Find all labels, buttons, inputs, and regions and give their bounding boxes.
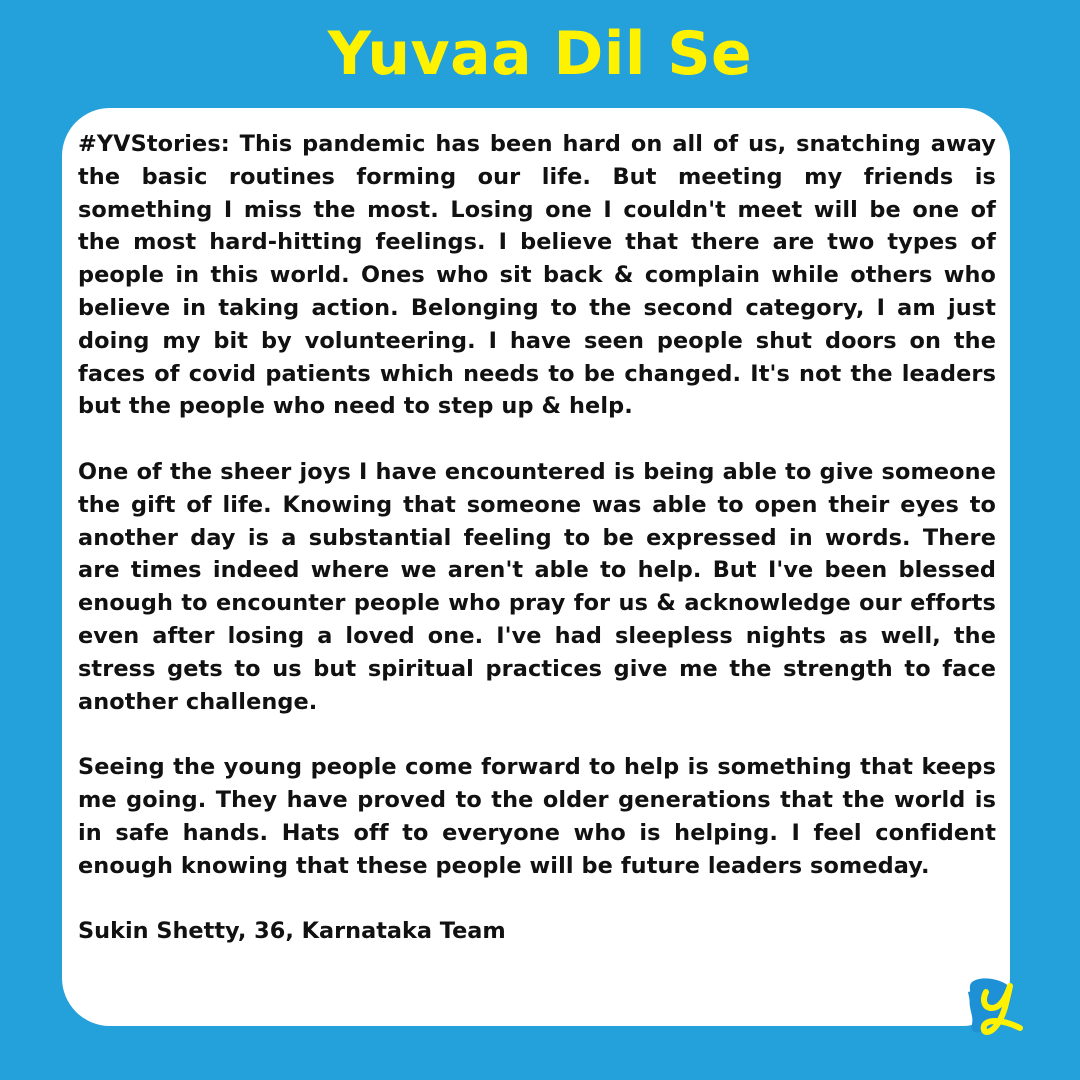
story-paragraph: Seeing the young people come forward to help is something that keeps me going. They have proved to the older generations that the world is in safe hands. Hats off to everyone who is helping. I feel confident enough knowing that these people will be future leaders someday.: [78, 754, 996, 879]
story-signature: Sukin Shetty, 36, Karnataka Team: [78, 918, 506, 945]
story-card: [62, 108, 1010, 1026]
story-paragraph: #YVStories: This pandemic has been hard on all of us, snatching away the basic routines forming our life. But meeting my friends is something I miss the most. Losing one I couldn't meet will be one of the most hard-hitting feelings. I believe that there are two types of people in this world. Ones who sit back & complain while others who believe in taking action. Belonging to the second category, I am just doing my bit by volunteering. I have seen people shut doors on the faces of covid patients which needs to be changed. It's not the leaders but the people who need to step up & help.: [78, 131, 996, 420]
yuvaa-y-logo-icon: [966, 972, 1032, 1048]
brand-logo: [966, 972, 1032, 1048]
page-title: Yuvaa Dil Se: [327, 19, 753, 89]
story-paragraph: One of the sheer joys I have encountered is being able to give someone the gift of life. Knowing that someone was able to open their eyes to another day is a substantial feeling to be expressed in words. There are times indeed where we aren't able to help. But I've been blessed enough to encounter people who pray for us & acknowledge our efforts even after losing a loved one. I've had sleepless nights as well, the stress gets to us but spiritual practices give me the strength to face another challenge.: [78, 458, 996, 715]
